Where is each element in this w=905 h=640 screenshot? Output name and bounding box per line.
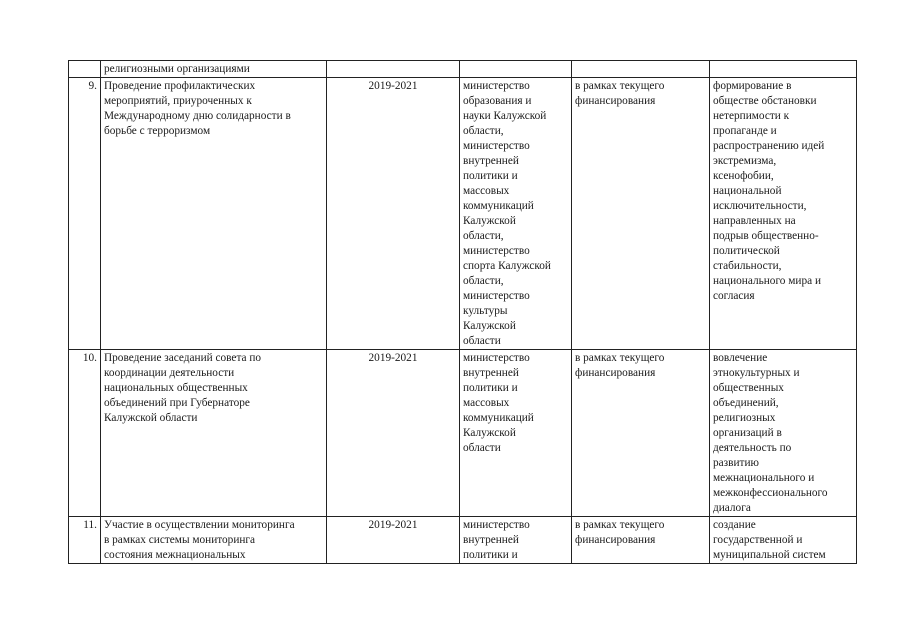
responsible-cell [460, 61, 572, 78]
financing-cell: в рамках текущего финансирования [572, 350, 710, 517]
period-cell: 2019-2021 [327, 78, 460, 350]
row-number [69, 61, 101, 78]
table-row [69, 350, 857, 517]
financing-cell: в рамках текущего финансирования [572, 78, 710, 350]
event-cell: религиозными организациями [101, 61, 327, 78]
responsible-cell: министерство внутренней политики и массовых коммуникаций Калужской области [460, 350, 572, 517]
period-cell: 2019-2021 [327, 517, 460, 564]
financing-cell [572, 61, 710, 78]
result-cell: формирование в обществе обстановки нетерпимости к пропаганде и распространению идей экстремизма, ксенофобии, национальной исключительности, направленных на подрыв общественно- политической стабильности, национального мира и согласия [710, 78, 857, 350]
row-number: 10. [69, 350, 101, 517]
table-row [69, 78, 857, 350]
table-row [69, 61, 857, 78]
table-row [69, 517, 857, 564]
plan-table [68, 60, 857, 564]
period-cell [327, 61, 460, 78]
row-number: 11. [69, 517, 101, 564]
result-cell: вовлечение этнокультурных и общественных объединений, религиозных организаций в деятельность по развитию межнационального и межконфессионального диалога [710, 350, 857, 517]
event-cell: Проведение профилактических мероприятий, приуроченных к Международному дню солидарности в борьбе с терроризмом [101, 78, 327, 350]
event-cell: Участие в осуществлении мониторинга в рамках системы мониторинга состояния межнациональных [101, 517, 327, 564]
financing-cell: в рамках текущего финансирования [572, 517, 710, 564]
row-number: 9. [69, 78, 101, 350]
period-cell: 2019-2021 [327, 350, 460, 517]
responsible-cell: министерство образования и науки Калужской области, министерство внутренней политики и массовых коммуникаций Калужской области, министерство спорта Калужской области, министерство культуры Калужской области [460, 78, 572, 350]
event-cell: Проведение заседаний совета по координации деятельности национальных общественных объединений при Губернаторе Калужской области [101, 350, 327, 517]
result-cell [710, 61, 857, 78]
responsible-cell: министерство внутренней политики и [460, 517, 572, 564]
result-cell: создание государственной и муниципальной систем [710, 517, 857, 564]
